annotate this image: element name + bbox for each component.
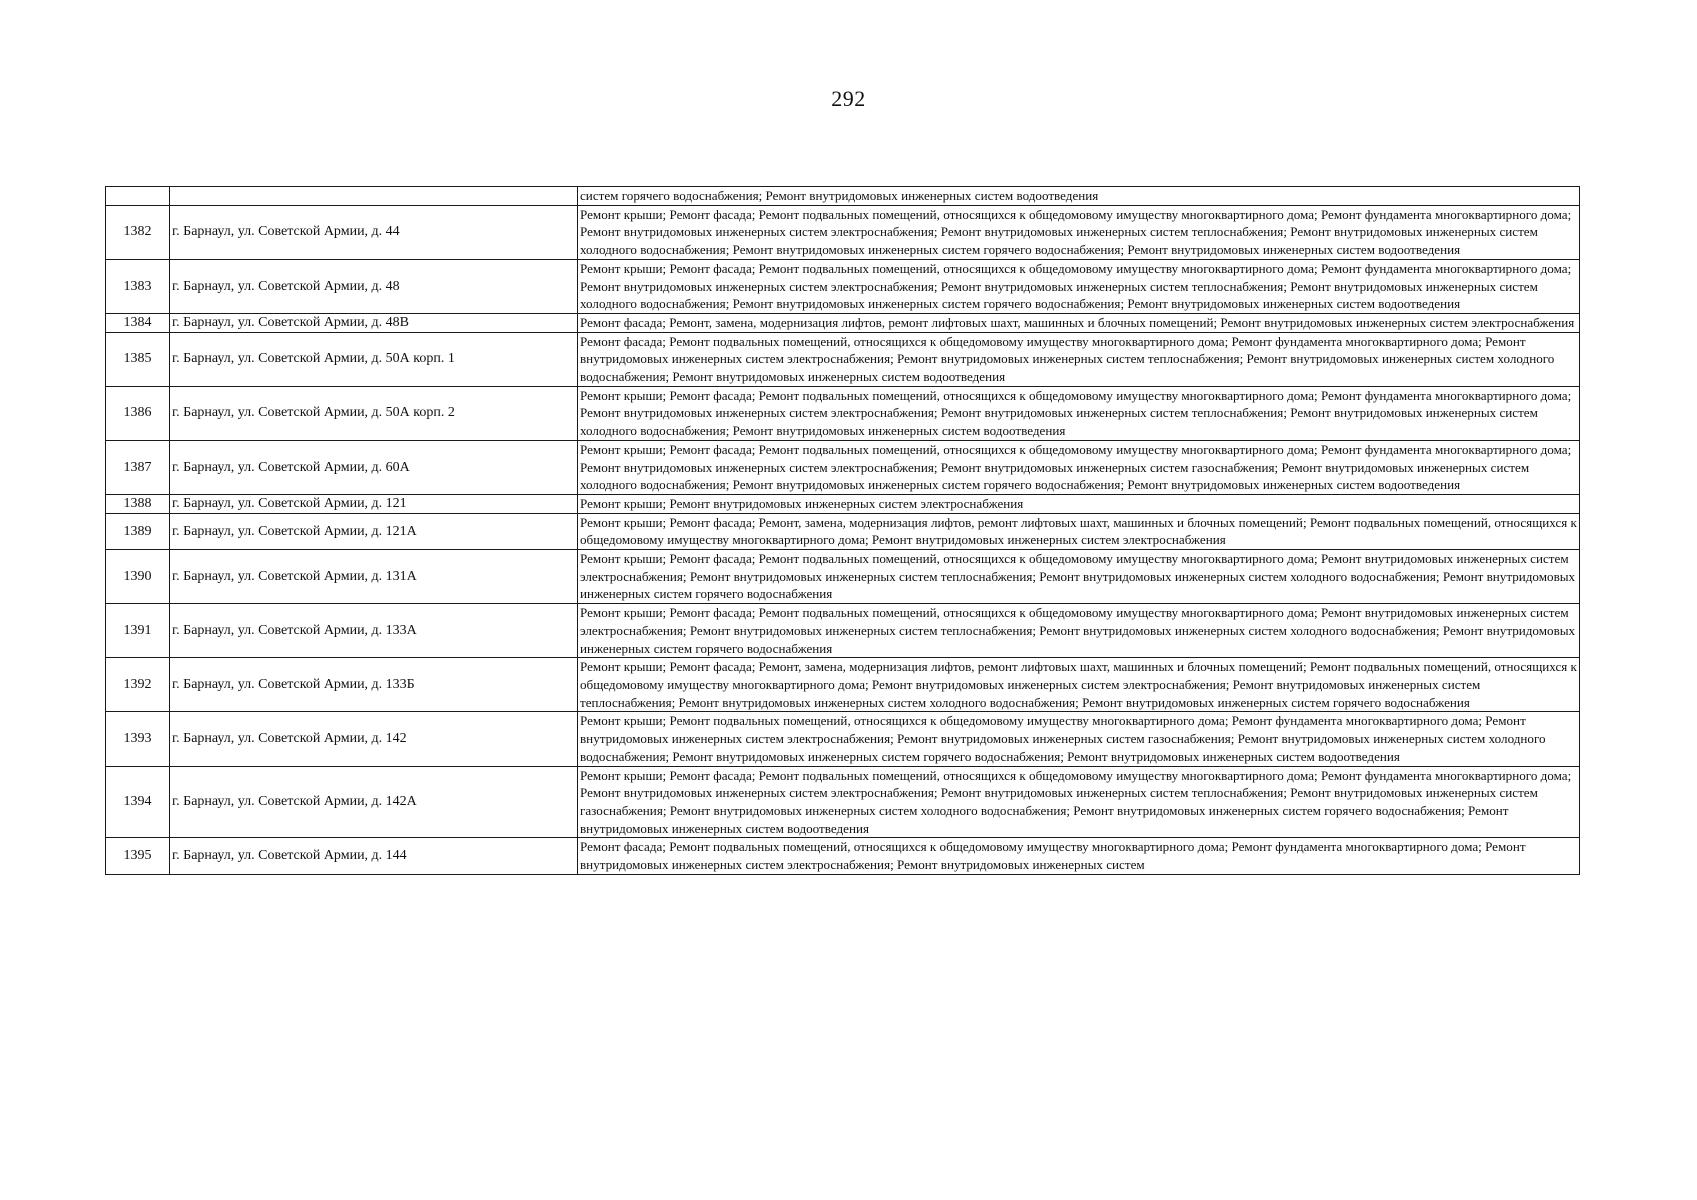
row-address: г. Барнаул, ул. Советской Армии, д. 50А корп. 2 <box>170 386 578 440</box>
row-works: Ремонт крыши; Ремонт фасада; Ремонт подвальных помещений, относящихся к общедомовому имуществу многоквартирного дома; Ремонт фундамента многоквартирного дома; Ремонт внутридомовых инженерных систем электроснабжения; Ремонт внутридомовых инженерных систем теплоснабжения; Ремонт внутридомовых инженерных систем газоснабжения; Ремонт внутридомовых инженерных систем холодного водоснабжения; Ремонт внутридомовых инженерных систем горячего водоснабжения; Ремонт внутридомовых инженерных систем водоотведения <box>578 766 1580 838</box>
row-address: г. Барнаул, ул. Советской Армии, д. 142 <box>170 712 578 766</box>
row-address: г. Барнаул, ул. Советской Армии, д. 142А <box>170 766 578 838</box>
table-row <box>106 187 1580 206</box>
row-works: Ремонт фасада; Ремонт, замена, модернизация лифтов, ремонт лифтовых шахт, машинных и блочных помещений; Ремонт внутридомовых инженерных систем электроснабжения <box>578 313 1580 332</box>
row-number: 1385 <box>106 332 170 386</box>
row-address: г. Барнаул, ул. Советской Армии, д. 144 <box>170 838 578 874</box>
table-row <box>106 658 1580 712</box>
row-address: г. Барнаул, ул. Советской Армии, д. 121 <box>170 494 578 513</box>
table-row <box>106 386 1580 440</box>
row-works: систем горячего водоснабжения; Ремонт внутридомовых инженерных систем водоотведения <box>578 187 1580 206</box>
row-number: 1393 <box>106 712 170 766</box>
table-row <box>106 513 1580 549</box>
row-works: Ремонт крыши; Ремонт фасада; Ремонт подвальных помещений, относящихся к общедомовому имуществу многоквартирного дома; Ремонт фундамента многоквартирного дома; Ремонт внутридомовых инженерных систем электроснабжения; Ремонт внутридомовых инженерных систем теплоснабжения; Ремонт внутридомовых инженерных систем холодного водоснабжения; Ремонт внутридомовых инженерных систем водоотведения <box>578 386 1580 440</box>
row-address: г. Барнаул, ул. Советской Армии, д. 121А <box>170 513 578 549</box>
row-number: 1389 <box>106 513 170 549</box>
table-row <box>106 205 1580 259</box>
row-number: 1387 <box>106 440 170 494</box>
row-works: Ремонт крыши; Ремонт фасада; Ремонт подвальных помещений, относящихся к общедомовому имуществу многоквартирного дома; Ремонт фундамента многоквартирного дома; Ремонт внутридомовых инженерных систем электроснабжения; Ремонт внутридомовых инженерных систем газоснабжения; Ремонт внутридомовых инженерных систем холодного водоснабжения; Ремонт внутридомовых инженерных систем горячего водоснабжения; Ремонт внутридомовых инженерных систем водоотведения <box>578 440 1580 494</box>
row-address: г. Барнаул, ул. Советской Армии, д. 60А <box>170 440 578 494</box>
row-address: г. Барнаул, ул. Советской Армии, д. 48В <box>170 313 578 332</box>
table-row <box>106 766 1580 838</box>
table-row <box>106 440 1580 494</box>
row-works: Ремонт крыши; Ремонт внутридомовых инженерных систем электроснабжения <box>578 494 1580 513</box>
row-number: 1382 <box>106 205 170 259</box>
row-address: г. Барнаул, ул. Советской Армии, д. 44 <box>170 205 578 259</box>
table-row <box>106 259 1580 313</box>
row-address: г. Барнаул, ул. Советской Армии, д. 48 <box>170 259 578 313</box>
row-works: Ремонт крыши; Ремонт фасада; Ремонт подвальных помещений, относящихся к общедомовому имуществу многоквартирного дома; Ремонт внутридомовых инженерных систем электроснабжения; Ремонт внутридомовых инженерных систем теплоснабжения; Ремонт внутридомовых инженерных систем холодного водоснабжения; Ремонт внутридомовых инженерных систем горячего водоснабжения <box>578 604 1580 658</box>
row-number: 1392 <box>106 658 170 712</box>
row-address: г. Барнаул, ул. Советской Армии, д. 131А <box>170 550 578 604</box>
row-number: 1394 <box>106 766 170 838</box>
row-number: 1395 <box>106 838 170 874</box>
row-works: Ремонт фасада; Ремонт подвальных помещений, относящихся к общедомовому имуществу многоквартирного дома; Ремонт фундамента многоквартирного дома; Ремонт внутридомовых инженерных систем электроснабжения; Ремонт внутридомовых инженерных систем <box>578 838 1580 874</box>
row-works: Ремонт фасада; Ремонт подвальных помещений, относящихся к общедомовому имуществу многоквартирного дома; Ремонт фундамента многоквартирного дома; Ремонт внутридомовых инженерных систем электроснабжения; Ремонт внутридомовых инженерных систем теплоснабжения; Ремонт внутридомовых инженерных систем холодного водоснабжения; Ремонт внутридомовых инженерных систем водоотведения <box>578 332 1580 386</box>
row-number: 1384 <box>106 313 170 332</box>
row-number: 1390 <box>106 550 170 604</box>
row-number <box>106 187 170 206</box>
row-address: г. Барнаул, ул. Советской Армии, д. 50А корп. 1 <box>170 332 578 386</box>
table-row <box>106 313 1580 332</box>
row-address: г. Барнаул, ул. Советской Армии, д. 133А <box>170 604 578 658</box>
repair-works-table <box>105 186 1580 875</box>
row-address <box>170 187 578 206</box>
table-row <box>106 712 1580 766</box>
table-row <box>106 838 1580 874</box>
row-number: 1383 <box>106 259 170 313</box>
row-works: Ремонт крыши; Ремонт подвальных помещений, относящихся к общедомовому имуществу многоквартирного дома; Ремонт фундамента многоквартирного дома; Ремонт внутридомовых инженерных систем электроснабжения; Ремонт внутридомовых инженерных систем газоснабжения; Ремонт внутридомовых инженерных систем холодного водоснабжения; Ремонт внутридомовых инженерных систем горячего водоснабжения; Ремонт внутридомовых инженерных систем водоотведения <box>578 712 1580 766</box>
row-works: Ремонт крыши; Ремонт фасада; Ремонт подвальных помещений, относящихся к общедомовому имуществу многоквартирного дома; Ремонт внутридомовых инженерных систем электроснабжения; Ремонт внутридомовых инженерных систем теплоснабжения; Ремонт внутридомовых инженерных систем холодного водоснабжения; Ремонт внутридомовых инженерных систем горячего водоснабжения <box>578 550 1580 604</box>
table-row <box>106 604 1580 658</box>
row-works: Ремонт крыши; Ремонт фасада; Ремонт подвальных помещений, относящихся к общедомовому имуществу многоквартирного дома; Ремонт фундамента многоквартирного дома; Ремонт внутридомовых инженерных систем электроснабжения; Ремонт внутридомовых инженерных систем теплоснабжения; Ремонт внутридомовых инженерных систем холодного водоснабжения; Ремонт внутридомовых инженерных систем горячего водоснабжения; Ремонт внутридомовых инженерных систем водоотведения <box>578 259 1580 313</box>
table-row <box>106 494 1580 513</box>
row-works: Ремонт крыши; Ремонт фасада; Ремонт подвальных помещений, относящихся к общедомовому имуществу многоквартирного дома; Ремонт фундамента многоквартирного дома; Ремонт внутридомовых инженерных систем электроснабжения; Ремонт внутридомовых инженерных систем теплоснабжения; Ремонт внутридомовых инженерных систем холодного водоснабжения; Ремонт внутридомовых инженерных систем горячего водоснабжения; Ремонт внутридомовых инженерных систем водоотведения <box>578 205 1580 259</box>
page-number: 292 <box>831 86 866 111</box>
table-row <box>106 550 1580 604</box>
row-works: Ремонт крыши; Ремонт фасада; Ремонт, замена, модернизация лифтов, ремонт лифтовых шахт, машинных и блочных помещений; Ремонт подвальных помещений, относящихся к общедомовому имуществу многоквартирного дома; Ремонт внутридомовых инженерных систем электроснабжения <box>578 513 1580 549</box>
row-number: 1388 <box>106 494 170 513</box>
row-works: Ремонт крыши; Ремонт фасада; Ремонт, замена, модернизация лифтов, ремонт лифтовых шахт, машинных и блочных помещений; Ремонт подвальных помещений, относящихся к общедомовому имуществу многоквартирного дома; Ремонт внутридомовых инженерных систем электроснабжения; Ремонт внутридомовых инженерных систем теплоснабжения; Ремонт внутридомовых инженерных систем холодного водоснабжения; Ремонт внутридомовых инженерных систем горячего водоснабжения <box>578 658 1580 712</box>
table-row <box>106 332 1580 386</box>
row-number: 1391 <box>106 604 170 658</box>
row-address: г. Барнаул, ул. Советской Армии, д. 133Б <box>170 658 578 712</box>
row-number: 1386 <box>106 386 170 440</box>
